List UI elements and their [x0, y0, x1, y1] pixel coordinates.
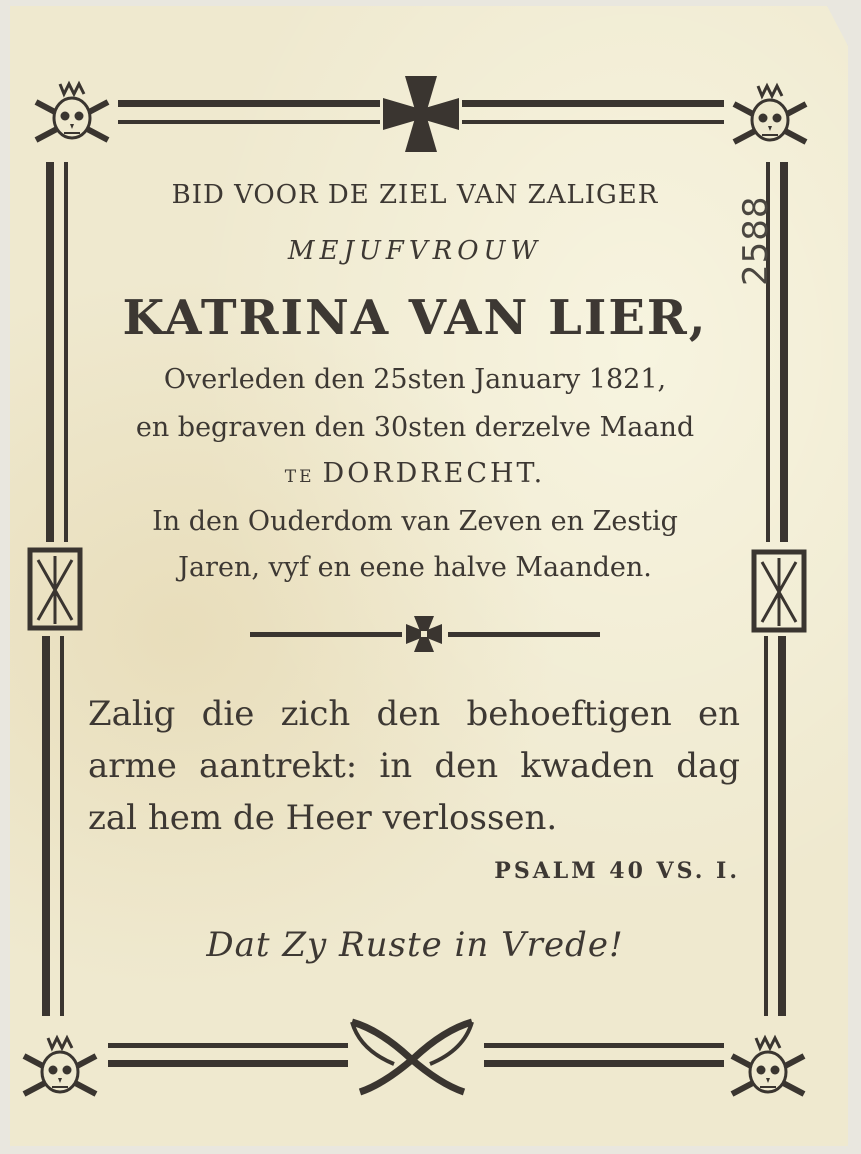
- maltese-cross-top-icon: [383, 76, 459, 152]
- place-prefix: TE: [284, 467, 315, 487]
- skull-crossbones-top-left-icon: [36, 84, 108, 140]
- inventory-annotation-wrap: [736, 186, 776, 286]
- skull-crossbones-bottom-left-icon: [24, 1038, 96, 1094]
- burial-date-line: en begraven den 30sten derzelve Maand: [135, 412, 695, 443]
- right-side-ornament-icon: [754, 552, 804, 630]
- closing-blessing: Dat Zy Ruste in Vrede!: [206, 925, 624, 965]
- skull-crossbones-bottom-right-icon: [732, 1038, 804, 1094]
- age-line-2: Jaren, vyf en eene halve Maanden.: [178, 552, 652, 583]
- inventory-number: 2588: [736, 195, 776, 286]
- age-line-1: In den Ouderdom van Zeven en Zestig: [152, 506, 678, 537]
- small-cross-icon: [406, 616, 442, 652]
- place-line: [90, 458, 740, 489]
- psalm-reference: PSALM 40 VS. I.: [494, 858, 740, 884]
- title-mejufvrouw: MEJUFVROUW: [287, 236, 543, 266]
- death-date-line: Overleden den 25sten January 1821,: [163, 364, 667, 395]
- place-name: DORDRECHT.: [322, 458, 546, 489]
- scripture-verse: Zalig die zich den behoeftigen en arme aantrekt: in den kwaden dag zal hem de Heer verlossen.: [88, 694, 740, 838]
- crossed-scythes-icon: [352, 1022, 472, 1092]
- left-side-ornament-icon: [30, 550, 80, 628]
- deceased-name: KATRINA VAN LIER,: [122, 290, 708, 346]
- heading-prayer-line: BID VOOR DE ZIEL VAN ZALIGER: [171, 180, 659, 210]
- skull-crossbones-top-right-icon: [734, 86, 806, 142]
- middle-divider: [250, 616, 600, 652]
